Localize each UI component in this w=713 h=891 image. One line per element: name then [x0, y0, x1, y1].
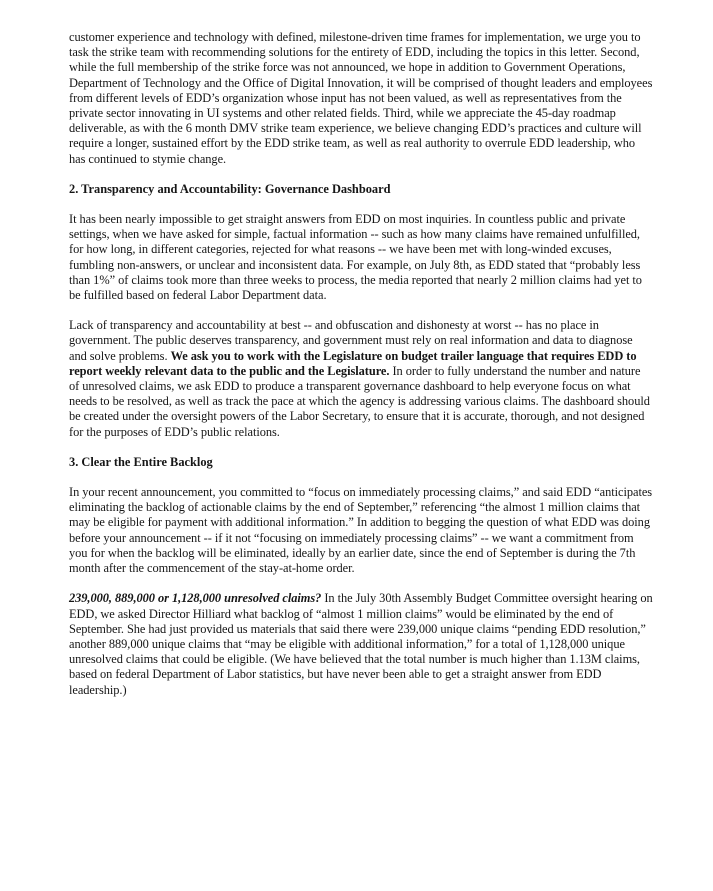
bold-italic-claims-question: 239,000, 889,000 or 1,128,000 unresolved claims? [69, 591, 322, 606]
section-heading-transparency: 2. Transparency and Accountability: Governance Dashboard [69, 181, 391, 196]
paragraph-recent-announcement: In your recent announcement, you committed to “focus on immediately processing claims,” and said EDD “anticipates eliminating the backlog of actionable claims by the end of September,” referencing “the almost 1 million claims that may be eligible for payment with additional information.” In addition to begging the question of what EDD was doing before your announcement -- if it not “focusing on immediately processing claims” -- we want a commitment from you for when the backlog will be eliminated, ideally by an earlier date, since the end of September is during the 7th month after the commencement of the stay-at-home order. [69, 485, 653, 576]
paragraph-strike-team: customer experience and technology with defined, milestone-driven time frames for implementation, we urge you to task the strike team with recommending solutions for the entirety of EDD, including the topics in this letter. Second, while the full membership of the strike force was not announced, we hope in addition to Government Operations, Department of Technology and the Office of Digital Innovation, it will be comprised of thought leaders and employees from different levels of EDD’s organization whose input has not been valued, as well as representatives from the private sector innovating in UI systems and other related fields. Third, while we appreciate the 45-day roadmap deliverable, as with the 6 month DMV strike team experience, we believe changing EDD’s practices and culture will require a longer, sustained effort by the EDD strike team, as well as real authority to overrule EDD leadership, who has continued to stymie change. [69, 30, 653, 166]
paragraph-straight-answers: It has been nearly impossible to get straight answers from EDD on most inquiries. In countless public and private settings, when we have asked for simple, factual information -- such as how many claims have remained unfulfilled, for how long, in different categories, rejected for what reasons -- we have been met with long-winded excuses, fumbling non-answers, or unclear and inconsistent data. For example, on July 8th, as EDD stated that “probably less than 1%” of claims took more than three weeks to process, the media reported that nearly 2 million claims had yet to be fulfilled based on federal Labor Department data. [69, 212, 642, 303]
paragraph-text: In the July 30th Assembly Budget Committee oversight hearing on EDD, we asked Director Hilliard what backlog of “almost 1 million claims” would be eliminated by the end of September. She had just provided us materials that said there were 239,000 unique claims “pending EDD resolution,” another 889,000 unique claims that “may be eligible with additional information,” for a total of 1,128,000 unique unresolved claims that could be eligible. (We have believed that the total number is much higher than 1.13M claims, based on federal Department of Labor statistics, but have never been able to get a straight answer from EDD leadership.) [69, 591, 653, 697]
paragraph-unresolved-claims [69, 591, 653, 697]
section-heading-backlog: 3. Clear the Entire Backlog [69, 454, 213, 469]
paragraph-lack-of-transparency [69, 318, 653, 440]
bold-request-text: We ask you to work with the Legislature on budget trailer language that requires EDD to report weekly relevant data to the public and the Legislature. [69, 348, 637, 378]
paragraph-text: Lack of transparency and accountability at best -- and obfuscation and dishonesty at worst -- has no place in government. The public deserves transparency, and government must rely on real information and data to diagnose and solve problems. [69, 318, 633, 363]
paragraph-text: In order to fully understand the number and nature of unresolved claims, we ask EDD to produce a transparent governance dashboard to help everyone focus on what needs to be resolved, as well as track the pace at which the agency is addressing various claims. The dashboard should be created under the oversight powers of the Labor Secretary, to ensure that it is accurate, thorough, and not designed for the purposes of EDD’s public relations. [69, 363, 650, 439]
